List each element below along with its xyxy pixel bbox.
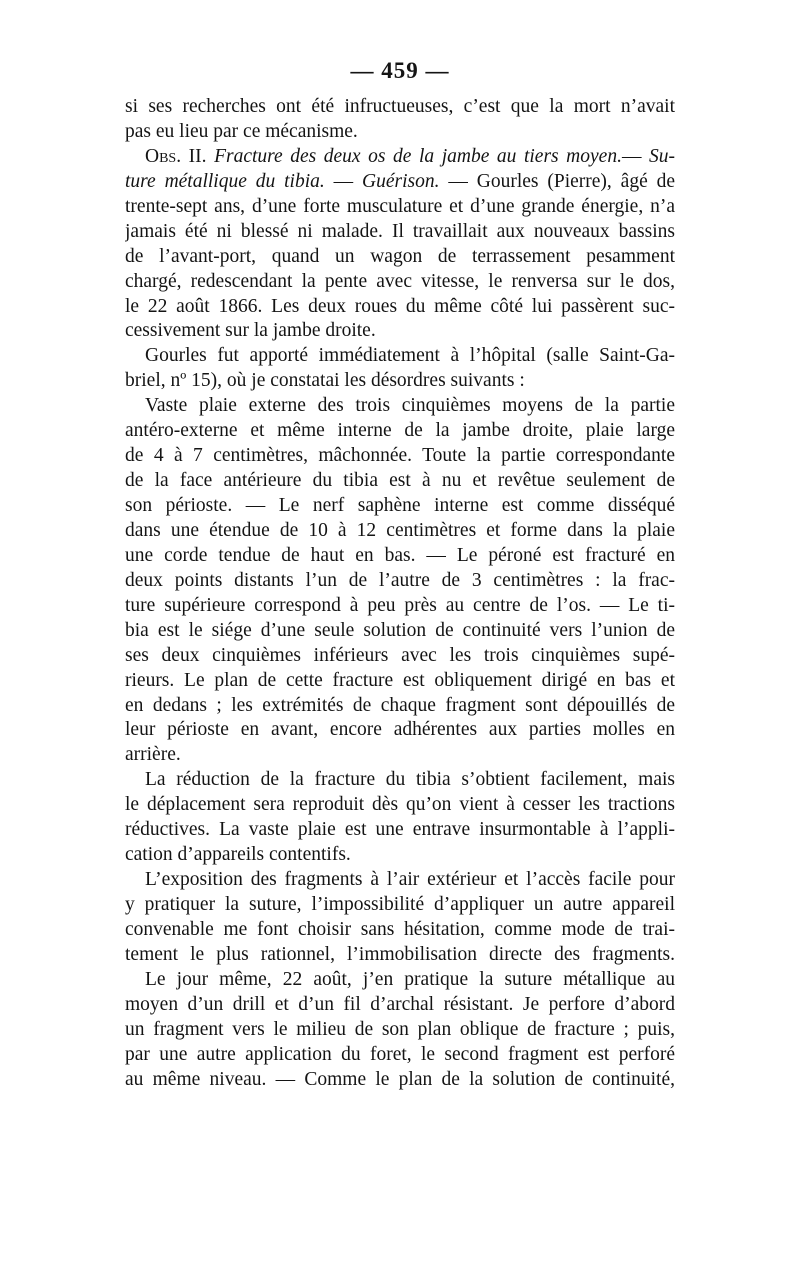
text-segment: La réduction de la fracture du tibia s’obtient facilement, mais: [145, 769, 675, 791]
text-line: [125, 319, 675, 344]
text-segment: Le jour même, 22 août, j’en pratique la suture métallique au: [145, 968, 675, 990]
text-segment: en dedans ; les extrémités de chaque fragment sont dépouillés de: [125, 694, 675, 716]
text-line: [125, 644, 675, 669]
text-line: [125, 444, 675, 469]
text-line: [125, 793, 675, 818]
text-segment: briel, nº 15), où je constatai les désordres suivants :: [125, 370, 525, 392]
text-line: [125, 893, 675, 918]
text-line: [125, 220, 675, 245]
text-line: [125, 170, 675, 195]
text-line: [125, 245, 675, 270]
text-segment: trente-sept ans, d’une forte musculature et d’une grande énergie, n’a: [125, 195, 675, 217]
text-segment: de la face antérieure du tibia est à nu et revêtue seulement de: [125, 470, 675, 492]
text-segment: le 22 août 1866. Les deux roues du même côté lui passèrent suc-: [125, 295, 675, 317]
text-segment: dans une étendue de 10 à 12 centimètres et forme dans la plaie: [125, 519, 675, 541]
text-line: [125, 394, 675, 419]
text-segment: le déplacement sera reproduit dès qu’on vient à cesser les tractions: [125, 794, 675, 816]
text-segment: tement le plus rationnel, l’immobilisation directe des fragments.: [125, 943, 675, 965]
text-segment: ture métallique du tibia.: [125, 170, 325, 192]
text-segment: bia est le siége d’une seule solution de continuité vers l’union de: [125, 619, 675, 641]
text-line: [125, 195, 675, 220]
text-segment: si ses recherches ont été infructueuses, c’est que la mort n’avait: [125, 96, 675, 117]
body-text: [125, 95, 675, 1093]
text-segment: y pratiquer la suture, l’impossibilité d’appliquer un autre appareil: [125, 894, 675, 915]
text-segment: —: [324, 170, 363, 192]
text-segment: Gourles fut apporté immédiatement à l’hôpital (salle Saint-Ga-: [145, 345, 675, 367]
text-line: [125, 369, 675, 394]
text-segment: par une autre application du foret, le second fragment est perforé: [125, 1043, 675, 1065]
text-line: [125, 943, 675, 968]
text-line: [125, 669, 675, 694]
text-segment: chargé, redescendant la pente avec vitesse, le renversa sur le dos,: [125, 270, 675, 292]
text-line: [125, 270, 675, 295]
text-segment: —: [621, 145, 650, 167]
text-line: [125, 145, 675, 170]
text-segment: arrière.: [125, 744, 181, 766]
text-segment: [207, 146, 215, 167]
text-segment: Guérison.: [362, 170, 440, 192]
text-segment: ses deux cinquièmes inférieurs avec les trois cinquièmes supé-: [125, 644, 675, 666]
text-segment: au même niveau. — Comme le plan de la solution de continuité,: [125, 1068, 675, 1090]
text-segment: deux points distants l’un de l’autre de 3 centimètres : la frac-: [125, 569, 675, 591]
text-segment: Fracture des deux os de la jambe au tiers moyen.: [214, 145, 622, 167]
text-segment: cessivement sur la jambe droite.: [125, 320, 376, 342]
text-line: [125, 918, 675, 943]
text-segment: de l’avant-port, quand un wagon de terrassement pesamment: [125, 245, 675, 267]
text-line: [125, 1068, 675, 1093]
text-segment: Su-: [649, 145, 675, 167]
text-line: [125, 718, 675, 743]
text-line: [125, 768, 675, 793]
text-line: [125, 544, 675, 569]
text-segment: de 4 à 7 centimètres, mâchonnée. Toute la partie correspondante: [125, 445, 675, 467]
text-segment: leur périoste en avant, encore adhérentes aux parties molles en: [125, 719, 675, 741]
text-line: [125, 619, 675, 644]
text-segment: cation d’appareils contentifs.: [125, 844, 351, 866]
text-segment: convenable me font choisir sans hésitation, comme mode de trai-: [125, 918, 675, 940]
text-line: [125, 419, 675, 444]
text-segment: moyen d’un drill et d’un fil d’archal résistant. Je perfore d’abord: [125, 993, 675, 1015]
text-segment: rieurs. Le plan de cette fracture est obliquement dirigé en bas et: [125, 669, 675, 691]
text-line: [125, 469, 675, 494]
text-segment: une corde tendue de haut en bas. — Le péroné est fracturé en: [125, 544, 675, 566]
text-segment: ture supérieure correspond à peu près au centre de l’os. — Le ti-: [125, 594, 675, 616]
text-line: [125, 694, 675, 719]
text-segment: son périoste. — Le nerf saphène interne est comme disséqué: [125, 495, 675, 516]
text-line: [125, 743, 675, 768]
text-segment: L’exposition des fragments à l’air extérieur et l’accès facile pour: [145, 869, 675, 891]
text-segment: — Gourles (Pierre), âgé de: [439, 170, 675, 192]
text-line: [125, 868, 675, 893]
text-line: [125, 594, 675, 619]
text-line: [125, 494, 675, 519]
text-segment: Vaste plaie externe des trois cinquièmes moyens de la partie: [145, 395, 675, 417]
text-line: [125, 843, 675, 868]
text-segment: antéro-externe et même interne de la jambe droite, plaie large: [125, 420, 675, 442]
page-number: — 459 —: [350, 58, 450, 83]
text-line: [125, 818, 675, 843]
text-segment: jamais été ni blessé ni malade. Il travaillait aux nouveaux bassins: [125, 220, 675, 242]
text-line: [125, 519, 675, 544]
text-segment: pas eu lieu par ce mécanisme.: [125, 120, 358, 142]
text-line: [125, 993, 675, 1018]
text-line: [125, 295, 675, 320]
text-segment: un fragment vers le milieu de son plan oblique de fracture ; puis,: [125, 1018, 675, 1040]
text-line: [125, 344, 675, 369]
text-line: [125, 1018, 675, 1043]
text-line: [125, 569, 675, 594]
text-line: [125, 1043, 675, 1068]
text-line: [125, 968, 675, 993]
text-line: [125, 95, 675, 120]
text-segment: Obs. II.: [145, 145, 207, 167]
text-line: [125, 120, 675, 145]
text-segment: réductives. La vaste plaie est une entrave insurmontable à l’appli-: [125, 819, 675, 841]
